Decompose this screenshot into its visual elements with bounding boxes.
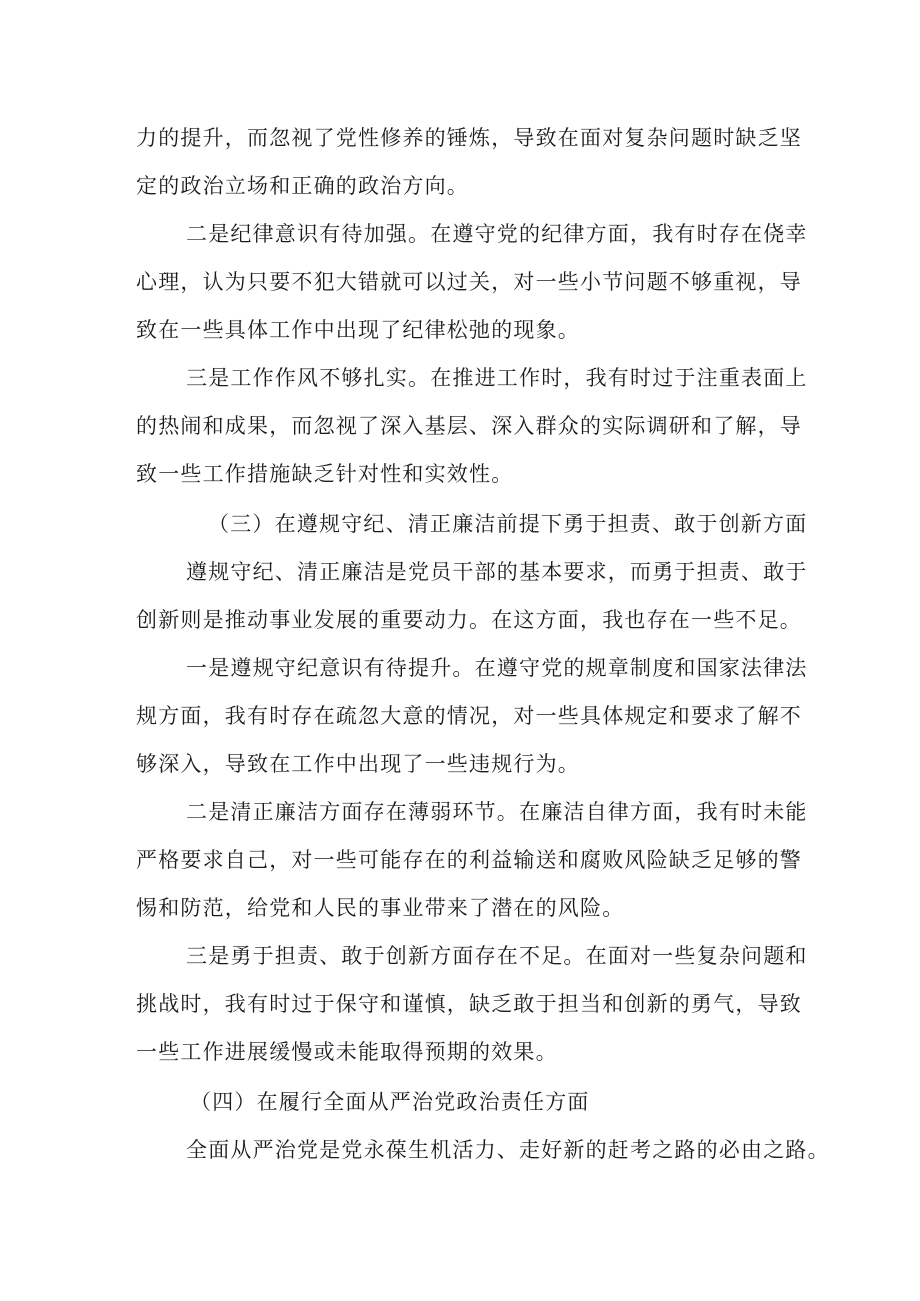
section-heading: （四）在履行全面从严治党政治责任方面 — [190, 1090, 590, 1114]
paragraph-line: 的热闹和成果，而忽视了深入基层、深入群众的实际调研和了解，导 — [136, 414, 802, 438]
paragraph-line: 严格要求自己，对一些可能存在的利益输送和腐败风险缺乏足够的警 — [136, 848, 802, 872]
paragraph-line: 心理，认为只要不犯大错就可以过关，对一些小节问题不够重视，导 — [136, 270, 802, 294]
paragraph-line: 全面从严治党是党永葆生机活力、走好新的赶考之路的必由之路。 — [186, 1138, 830, 1162]
paragraph-line: 定的政治立场和正确的政治方向。 — [136, 174, 469, 198]
paragraph-line: 力的提升，而忽视了党性修养的锤炼，导致在面对复杂问题时缺乏坚 — [136, 126, 802, 150]
paragraph-line: 致一些工作措施缺乏针对性和实效性。 — [136, 462, 514, 486]
paragraph-line: 三是勇于担责、敢于创新方面存在不足。在面对一些复杂问题和 — [186, 944, 808, 968]
section-heading: （三）在遵规守纪、清正廉洁前提下勇于担责、敢于创新方面 — [208, 512, 808, 536]
paragraph-line: 规方面，我有时存在疏忽大意的情况，对一些具体规定和要求了解不 — [136, 704, 802, 728]
paragraph-line: 二是清正廉洁方面存在薄弱环节。在廉洁自律方面，我有时未能 — [186, 800, 808, 824]
paragraph-line: 致在一些具体工作中出现了纪律松弛的现象。 — [136, 318, 580, 342]
paragraph-line: 一是遵规守纪意识有待提升。在遵守党的规章制度和国家法律法 — [186, 656, 808, 680]
paragraph-line: 一些工作进展缓慢或未能取得预期的效果。 — [136, 1040, 558, 1064]
paragraph-line: 惕和防范，给党和人民的事业带来了潜在的风险。 — [136, 896, 625, 920]
paragraph-line: 二是纪律意识有待加强。在遵守党的纪律方面，我有时存在侥幸 — [186, 222, 808, 246]
paragraph-line: 创新则是推动事业发展的重要动力。在这方面，我也存在一些不足。 — [136, 608, 802, 632]
paragraph-line: 遵规守纪、清正廉洁是党员干部的基本要求，而勇于担责、敢于 — [186, 560, 808, 584]
paragraph-line: 挑战时，我有时过于保守和谨慎，缺乏敢于担当和创新的勇气，导致 — [136, 992, 802, 1016]
paragraph-line: 够深入，导致在工作中出现了一些违规行为。 — [136, 752, 580, 776]
paragraph-line: 三是工作作风不够扎实。在推进工作时，我有时过于注重表面上 — [186, 366, 808, 390]
